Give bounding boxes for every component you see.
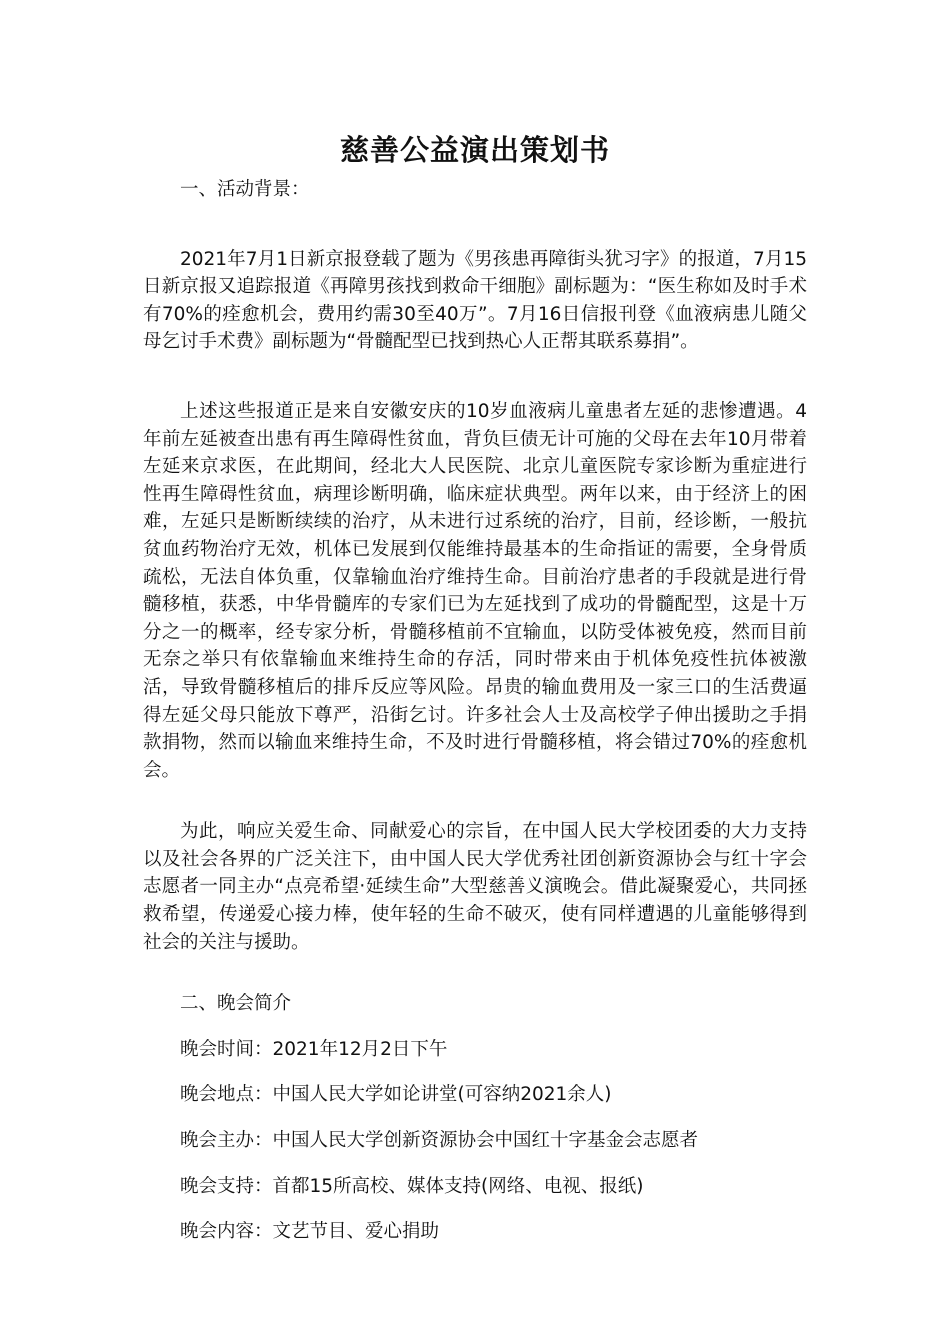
document-title: 慈善公益演出策划书	[339, 133, 610, 167]
paragraph-news-reports: 2021年7月1日新京报登载了题为《男孩患再障街头犹习字》的报道，7月15日新京报又追踪报道《再障男孩找到救命干细胞》副标题为：“医生称如及时手术有70%的痊愈机会，费用约需30至40万”。7月16日信报刊登《血液病患儿随父母乞讨手术费》副标题为“骨髓配型已找到热心人正帮其联系募捐”。	[143, 248, 807, 353]
paragraph-event-purpose: 为此，响应关爱生命、同献爱心的宗旨，在中国人民大学校团委的大力支持以及社会各界的广泛关注下，由中国人民大学优秀社团创新资源协会与红十字会志愿者一同主办“点亮希望·延续生命”大型慈善义演晚会。借此凝聚爱心，共同拯救希望，传递爱心接力棒，使年轻的生命不破灭，使有同样遭遇的儿童能够得到社会的关注与援助。	[143, 821, 807, 953]
info-time: 晚会时间：2021年12月2日下午	[180, 1038, 448, 1060]
info-content: 晚会内容：文艺节目、爱心捐助	[180, 1221, 440, 1243]
document-body	[143, 176, 807, 1246]
paragraph-patient-story: 上述这些报道正是来自安徽安庆的10岁血液病儿童患者左延的悲惨遭遇。4年前左延被查出患有再生障碍性贫血，背负巨债无计可施的父母在去年10月带着左延来京求医，在此期间，经北大人民医院、北京儿童医院专家诊断为重症进行性再生障碍性贫血，病理诊断明确，临床症状典型。两年以来，由于经济上的困难，左延只是断断续续的治疗，从未进行过系统的治疗，目前，经诊断，一般抗贫血药物治疗无效，机体已发展到仅能维持最基本的生命指证的需要，全身骨质疏松，无法自体负重，仅靠输血治疗维持生命。目前治疗患者的手段就是进行骨髓移植，获悉，中华骨髓库的专家们已为左延找到了成功的骨髓配型，这是十万分之一的概率，经专家分析，骨髓移植前不宜输血，以防受体被免疫，然而目前无奈之举只有依靠输血来维持生命的存活，同时带来由于机体免疫性抗体被激活，导致骨髓移植后的排斥反应等风险。昂贵的输血费用及一家三口的生活费逼得左延父母只能放下尊严，沿街乞讨。许多社会人士及高校学子伸出援助之手捐款捐物，然而以输血来维持生命，不及时进行骨髓移植，将会错过70%的痊愈机会。	[143, 400, 807, 781]
section-heading-overview: 二、晚会简介	[180, 993, 292, 1015]
info-host: 晚会主办：中国人民大学创新资源协会中国红十字基金会志愿者	[180, 1130, 699, 1152]
info-support: 晚会支持：首都15所高校、媒体支持(网络、电视、报纸)	[180, 1175, 644, 1197]
info-venue: 晚会地点：中国人民大学如论讲堂(可容纳2021余人)	[180, 1084, 612, 1106]
section-heading-background: 一、活动背景：	[180, 179, 310, 200]
